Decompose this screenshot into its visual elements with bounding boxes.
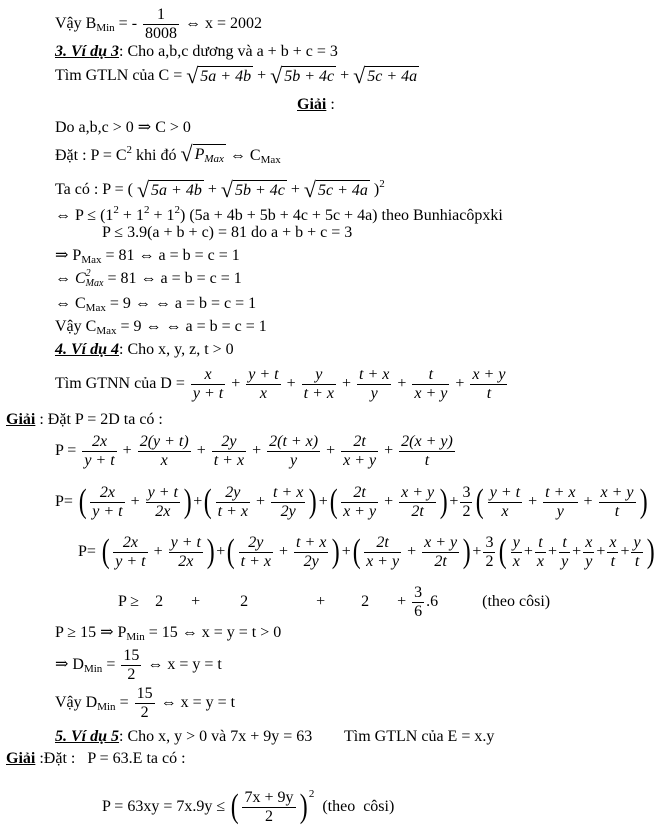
dat-line bbox=[55, 140, 281, 170]
denominator: y + t bbox=[84, 451, 115, 469]
numerator: 2(y + t) bbox=[139, 432, 189, 450]
denominator: y bbox=[357, 384, 391, 403]
numerator: 15 bbox=[123, 646, 140, 664]
fraction bbox=[138, 433, 191, 470]
numerator: t bbox=[562, 533, 567, 551]
denominator: x bbox=[246, 384, 280, 403]
example-title: 5. Ví dụ 5 bbox=[55, 728, 120, 745]
text: ⇔ x = 2002 bbox=[181, 15, 263, 33]
text: (theo côsi) bbox=[314, 798, 395, 815]
text: P bbox=[194, 145, 205, 163]
example-3-heading bbox=[55, 42, 338, 62]
text: : Cho x, y, z, t > 0 bbox=[119, 341, 234, 358]
vay-dmin-line bbox=[55, 683, 235, 727]
text: Đặt : P = C bbox=[55, 147, 127, 164]
denominator: x + y bbox=[366, 552, 400, 570]
text: : Cho a,b,c dương và a + b + c = 3 bbox=[119, 43, 338, 60]
text: + bbox=[253, 67, 271, 85]
numerator: 3 bbox=[414, 583, 423, 601]
subscript: Max bbox=[85, 278, 104, 290]
pmin-line bbox=[55, 623, 281, 647]
denominator: 2t bbox=[399, 502, 436, 521]
denominator: y bbox=[543, 502, 577, 521]
fraction bbox=[599, 484, 636, 521]
solution-label: Giải bbox=[6, 411, 36, 428]
subscript: Max bbox=[96, 325, 117, 337]
radicand: 5b + 4c bbox=[234, 181, 285, 199]
numerator: y bbox=[633, 533, 641, 551]
fraction bbox=[412, 584, 424, 621]
text: P ≥ 2 + 2 + 2 + bbox=[118, 593, 411, 610]
text: Tìm GTNN của D = bbox=[55, 375, 189, 392]
superscript: 2 bbox=[143, 204, 150, 216]
text: + bbox=[336, 67, 354, 85]
numerator: t + x bbox=[273, 483, 304, 501]
numerator: 3 bbox=[485, 533, 494, 551]
fraction bbox=[364, 534, 401, 571]
text: = 9 ⇔ ⇔ a = b = c = 1 bbox=[116, 318, 267, 335]
subscript: Min bbox=[97, 701, 116, 713]
text: ⇔ C bbox=[225, 147, 261, 164]
numerator: 2x bbox=[91, 432, 108, 450]
numerator: 2(x + y) bbox=[401, 432, 453, 450]
denominator: t bbox=[607, 552, 618, 571]
text: = - bbox=[114, 15, 142, 33]
fraction bbox=[583, 534, 594, 571]
text: P= bbox=[55, 493, 77, 510]
example-title: 3. Ví dụ 3 bbox=[55, 43, 120, 60]
numerator: y bbox=[315, 365, 323, 383]
numerator: 7x + 9y bbox=[244, 788, 294, 806]
numerator: 3 bbox=[462, 483, 471, 501]
denominator: t + x bbox=[303, 384, 334, 402]
example-3-find bbox=[55, 63, 419, 88]
denominator: 2 bbox=[121, 665, 141, 684]
solution-label: Giải bbox=[297, 96, 327, 113]
denominator: x + y bbox=[414, 384, 448, 402]
denominator: t bbox=[399, 451, 455, 470]
sqrt-3: √ 5c + 4a bbox=[353, 63, 418, 88]
text: Vậy D bbox=[55, 694, 98, 711]
denominator: 2y bbox=[271, 502, 305, 521]
fraction bbox=[169, 534, 203, 571]
do-line bbox=[55, 118, 191, 138]
denominator: y + t bbox=[192, 384, 224, 402]
numerator: 2y bbox=[221, 432, 237, 450]
fraction bbox=[121, 647, 141, 684]
p-le-81-line bbox=[102, 223, 352, 243]
text: ⇒ D bbox=[55, 656, 84, 673]
numerator: 2t bbox=[353, 432, 366, 450]
text: + 1 bbox=[149, 207, 175, 224]
numerator: 2(t + x) bbox=[269, 432, 319, 450]
solution-4-heading bbox=[6, 410, 163, 430]
numerator: t + x bbox=[296, 533, 327, 551]
subscript: Max bbox=[204, 152, 224, 165]
fraction bbox=[212, 433, 246, 470]
denominator: 6 bbox=[414, 602, 423, 620]
text: : Đặt P = 2D ta có : bbox=[35, 411, 163, 428]
denominator: t bbox=[631, 552, 642, 571]
denominator: x bbox=[512, 552, 520, 570]
text: C bbox=[75, 270, 86, 287]
p-ge-line bbox=[118, 582, 550, 622]
fraction bbox=[470, 366, 507, 403]
fraction bbox=[135, 685, 155, 722]
subscript: Max bbox=[260, 154, 281, 166]
fraction bbox=[113, 534, 147, 571]
denominator: t + x bbox=[217, 502, 248, 520]
text: = 15 ⇔ x = y = t > 0 bbox=[144, 624, 282, 641]
fraction bbox=[511, 534, 522, 571]
denominator: x bbox=[138, 451, 191, 470]
text: ⇔ x = y = t bbox=[156, 694, 236, 711]
last-line: P = 63xy = 7x.9y ≤ ( $\frac{7x + 9y}{2}$ ) $^2$ (theo côsi) bbox=[102, 788, 395, 826]
c2max-line bbox=[55, 269, 242, 289]
text: Vậy C bbox=[55, 318, 97, 335]
fraction bbox=[143, 6, 179, 43]
denominator: x + y bbox=[343, 451, 377, 469]
text: ⇔ C bbox=[55, 295, 86, 312]
fraction bbox=[341, 484, 378, 521]
radicand: 5c + 4a bbox=[367, 68, 418, 85]
example-title: 4. Ví dụ 4 bbox=[55, 341, 120, 358]
pmax-line bbox=[55, 246, 240, 270]
fraction bbox=[607, 534, 618, 571]
cmax-line bbox=[55, 294, 256, 318]
numerator: x + y bbox=[401, 483, 435, 501]
fraction bbox=[242, 789, 295, 826]
sqrt-2: √ 5b + 4c bbox=[270, 63, 335, 88]
fraction bbox=[559, 534, 570, 571]
numerator: 2y bbox=[225, 483, 241, 501]
text: ) bbox=[369, 181, 380, 198]
p-split-line: P= ( $\frac{2x}{y + t}$ + $\frac{y + t}{2x}$ ) +( $\frac{2y}{t + x}$ + $\frac{t + x}{2y}$ ) +( $\frac{2t}{x + y}$ + $\frac{x + y}{2t}$ ) + $\frac{3}{2}$ ( $\frac{y}{x}$ + $\frac{t}{x}$ + $\frac{t}{y}$ + $\frac{x}{y}$ + $\frac{x}{t}$ + $\frac{y}{t}$ ) bbox=[78, 533, 655, 571]
text: : bbox=[326, 96, 335, 113]
text: P = 63xy = 7x.9y ≤ bbox=[102, 798, 230, 815]
numerator: y bbox=[512, 533, 520, 551]
subscript: Min bbox=[96, 22, 115, 35]
text: : Cho x, y > 0 và 7x + 9y = 63 Tìm GTLN của E = x.y bbox=[119, 728, 495, 745]
text: P= bbox=[78, 543, 100, 560]
fraction bbox=[535, 534, 546, 571]
text: khi đó bbox=[132, 147, 181, 164]
text: ⇒ P bbox=[55, 247, 82, 264]
numerator: 2x bbox=[122, 533, 138, 551]
numerator: y + t bbox=[489, 483, 521, 501]
text: = bbox=[115, 694, 133, 711]
fraction bbox=[399, 484, 436, 521]
denominator: 8008 bbox=[145, 25, 178, 42]
denominator: 2x bbox=[146, 502, 180, 521]
numerator: 2t bbox=[376, 533, 389, 551]
radicand: 5c + 4a bbox=[317, 181, 368, 199]
radicand: 5a + 4b bbox=[200, 68, 252, 85]
fraction bbox=[146, 484, 180, 521]
solution-heading bbox=[297, 95, 335, 115]
sqrt-2: √ 5b + 4c bbox=[220, 176, 285, 202]
text: + bbox=[203, 181, 221, 198]
numerator: 2x bbox=[99, 483, 115, 501]
fraction bbox=[246, 366, 280, 403]
radicand: 5b + 4c bbox=[284, 68, 335, 85]
denominator: t bbox=[599, 502, 636, 521]
solution-5-heading bbox=[6, 749, 186, 769]
denominator: t + x bbox=[240, 552, 271, 570]
fraction bbox=[294, 534, 328, 571]
subscript: Max bbox=[81, 254, 102, 266]
text: P = bbox=[55, 442, 81, 459]
denominator: 2y bbox=[294, 552, 328, 571]
superscript: 2 bbox=[308, 788, 315, 800]
denominator: y + t bbox=[92, 502, 123, 520]
superscript: 2 bbox=[379, 178, 385, 190]
fraction bbox=[460, 484, 472, 521]
fraction bbox=[412, 366, 449, 403]
fraction bbox=[631, 534, 642, 571]
denominator: 2 bbox=[135, 703, 155, 722]
text: P ≤ 3.9(a + b + c) = 81 do a + b + c = 3 bbox=[102, 224, 353, 241]
text: = bbox=[102, 656, 120, 673]
text: ⇔ P ≤ (1 bbox=[55, 207, 114, 224]
solution-label: Giải bbox=[6, 750, 36, 767]
sqrt-pmax: √ $P_{Max}$ bbox=[180, 140, 224, 166]
sqrt-3: √ 5c + 4a bbox=[303, 176, 368, 202]
denominator: x bbox=[536, 552, 545, 570]
numerator: t + x bbox=[545, 483, 576, 501]
example-4-find: Tìm GTNN của D = $\frac{x}{y + t}$ + $\frac{y + t}{x}$ + $\frac{y}{t + x}$ + $\frac{t + x}{y}$ + $\frac{t}{x + y}$ + $\frac{x + y}{t}$ bbox=[55, 365, 506, 402]
superscript: 2 bbox=[85, 268, 91, 280]
subscript: Max bbox=[85, 302, 106, 314]
sqrt-1: √ 5a + 4b bbox=[136, 176, 202, 202]
denominator: y bbox=[585, 552, 593, 570]
denominator: x bbox=[488, 502, 522, 521]
numerator: x + y bbox=[472, 365, 506, 383]
denominator: t + x bbox=[213, 451, 245, 469]
p-grouped-line: P= ( $\frac{2x}{y + t}$ + $\frac{y + t}{2x}$ ) +( $\frac{2y}{t + x}$ + $\frac{t + x}{2y}$ ) +( $\frac{2t}{x + y}$ + $\frac{x + y}{2t}$ ) + $\frac{3}{2}$ ( $\frac{y + t}{x}$ + $\frac{t + x}{y}$ + $\frac{x + y}{t}$ ) bbox=[55, 483, 648, 521]
text: :Đặt : P = 63.E ta có : bbox=[35, 750, 186, 767]
numerator: x + y bbox=[424, 533, 458, 551]
text: Vậy B bbox=[55, 15, 97, 33]
numerator: t bbox=[428, 365, 434, 383]
text: Tìm GTLN của C = bbox=[55, 67, 187, 85]
fraction bbox=[271, 484, 305, 521]
example-4-heading bbox=[55, 340, 234, 360]
numerator: 1 bbox=[157, 6, 166, 23]
numerator: y + t bbox=[147, 483, 178, 501]
fraction bbox=[488, 484, 522, 521]
sqrt-1: √ 5a + 4b bbox=[186, 63, 252, 88]
fraction bbox=[399, 433, 455, 470]
numerator: x + y bbox=[600, 483, 634, 501]
denominator: 2x bbox=[169, 552, 203, 571]
text: ) (5a + 4b + 5b + 4c + 5c + 4a) theo Bunhiacôpxki bbox=[179, 207, 503, 224]
superscript: 2 bbox=[126, 144, 133, 156]
numerator: y + t bbox=[170, 533, 201, 551]
fraction bbox=[90, 484, 124, 521]
numerator: y + t bbox=[248, 365, 279, 383]
numerator: t bbox=[538, 533, 543, 551]
ta-co-line bbox=[55, 174, 385, 201]
numerator: 2y bbox=[248, 533, 264, 551]
text: ⇔ bbox=[55, 270, 75, 287]
text: = 9 ⇔ ⇔ a = b = c = 1 bbox=[105, 295, 257, 312]
numerator: 2t bbox=[353, 483, 366, 501]
denominator: x + y bbox=[343, 502, 377, 520]
fraction bbox=[422, 534, 459, 571]
fraction bbox=[357, 366, 391, 403]
text: .6 (theo côsi) bbox=[426, 593, 551, 610]
text: = 81 ⇔ a = b = c = 1 bbox=[103, 270, 242, 287]
superscript: 2 bbox=[113, 204, 119, 216]
superscript: 2 bbox=[174, 204, 180, 216]
text: ⇔ x = y = t bbox=[143, 656, 222, 673]
text: + 1 bbox=[118, 207, 144, 224]
text: P ≥ 15 ⇒ P bbox=[55, 624, 127, 641]
subscript: Min bbox=[83, 663, 103, 675]
denominator: 2 bbox=[485, 552, 494, 570]
fraction bbox=[543, 484, 577, 521]
fraction bbox=[302, 366, 336, 403]
denominator: y bbox=[561, 552, 569, 570]
fraction bbox=[483, 534, 495, 571]
text: = 81 ⇔ a = b = c = 1 bbox=[101, 247, 240, 264]
text: Ta có : P = ( bbox=[55, 181, 137, 198]
example-5-heading bbox=[55, 727, 494, 747]
fraction bbox=[239, 534, 273, 571]
denominator: y + t bbox=[115, 552, 146, 570]
denominator: t bbox=[470, 384, 507, 403]
fraction bbox=[216, 484, 250, 521]
fraction bbox=[82, 433, 116, 470]
numerator: 15 bbox=[136, 684, 153, 702]
numerator: t + x bbox=[359, 365, 390, 383]
text: + bbox=[286, 181, 304, 198]
radicand: 5a + 4b bbox=[151, 181, 202, 199]
denominator: 2 bbox=[462, 502, 471, 520]
vay-bmin-line bbox=[55, 6, 262, 43]
denominator: 2t bbox=[422, 552, 459, 571]
numerator: x bbox=[204, 365, 212, 383]
fraction bbox=[267, 433, 320, 470]
denominator: y bbox=[267, 451, 320, 470]
numerator: x bbox=[585, 533, 593, 551]
p-expansion-line: P = $\frac{2x}{y + t}$ + $\frac{2(y + t)}{x}$ + $\frac{2y}{t + x}$ + $\frac{2(t + x)}{y}$ + $\frac{2t}{x + y}$ + $\frac{2(x + y)}{t}$ bbox=[55, 432, 453, 469]
text: Do a,b,c > 0 ⇒ C > 0 bbox=[55, 119, 191, 136]
denominator: 2 bbox=[242, 807, 295, 826]
fraction bbox=[341, 433, 378, 470]
vay-cmax-line bbox=[55, 317, 267, 341]
numerator: x bbox=[609, 533, 617, 551]
subscript: Min bbox=[126, 631, 145, 643]
fraction bbox=[191, 366, 225, 403]
